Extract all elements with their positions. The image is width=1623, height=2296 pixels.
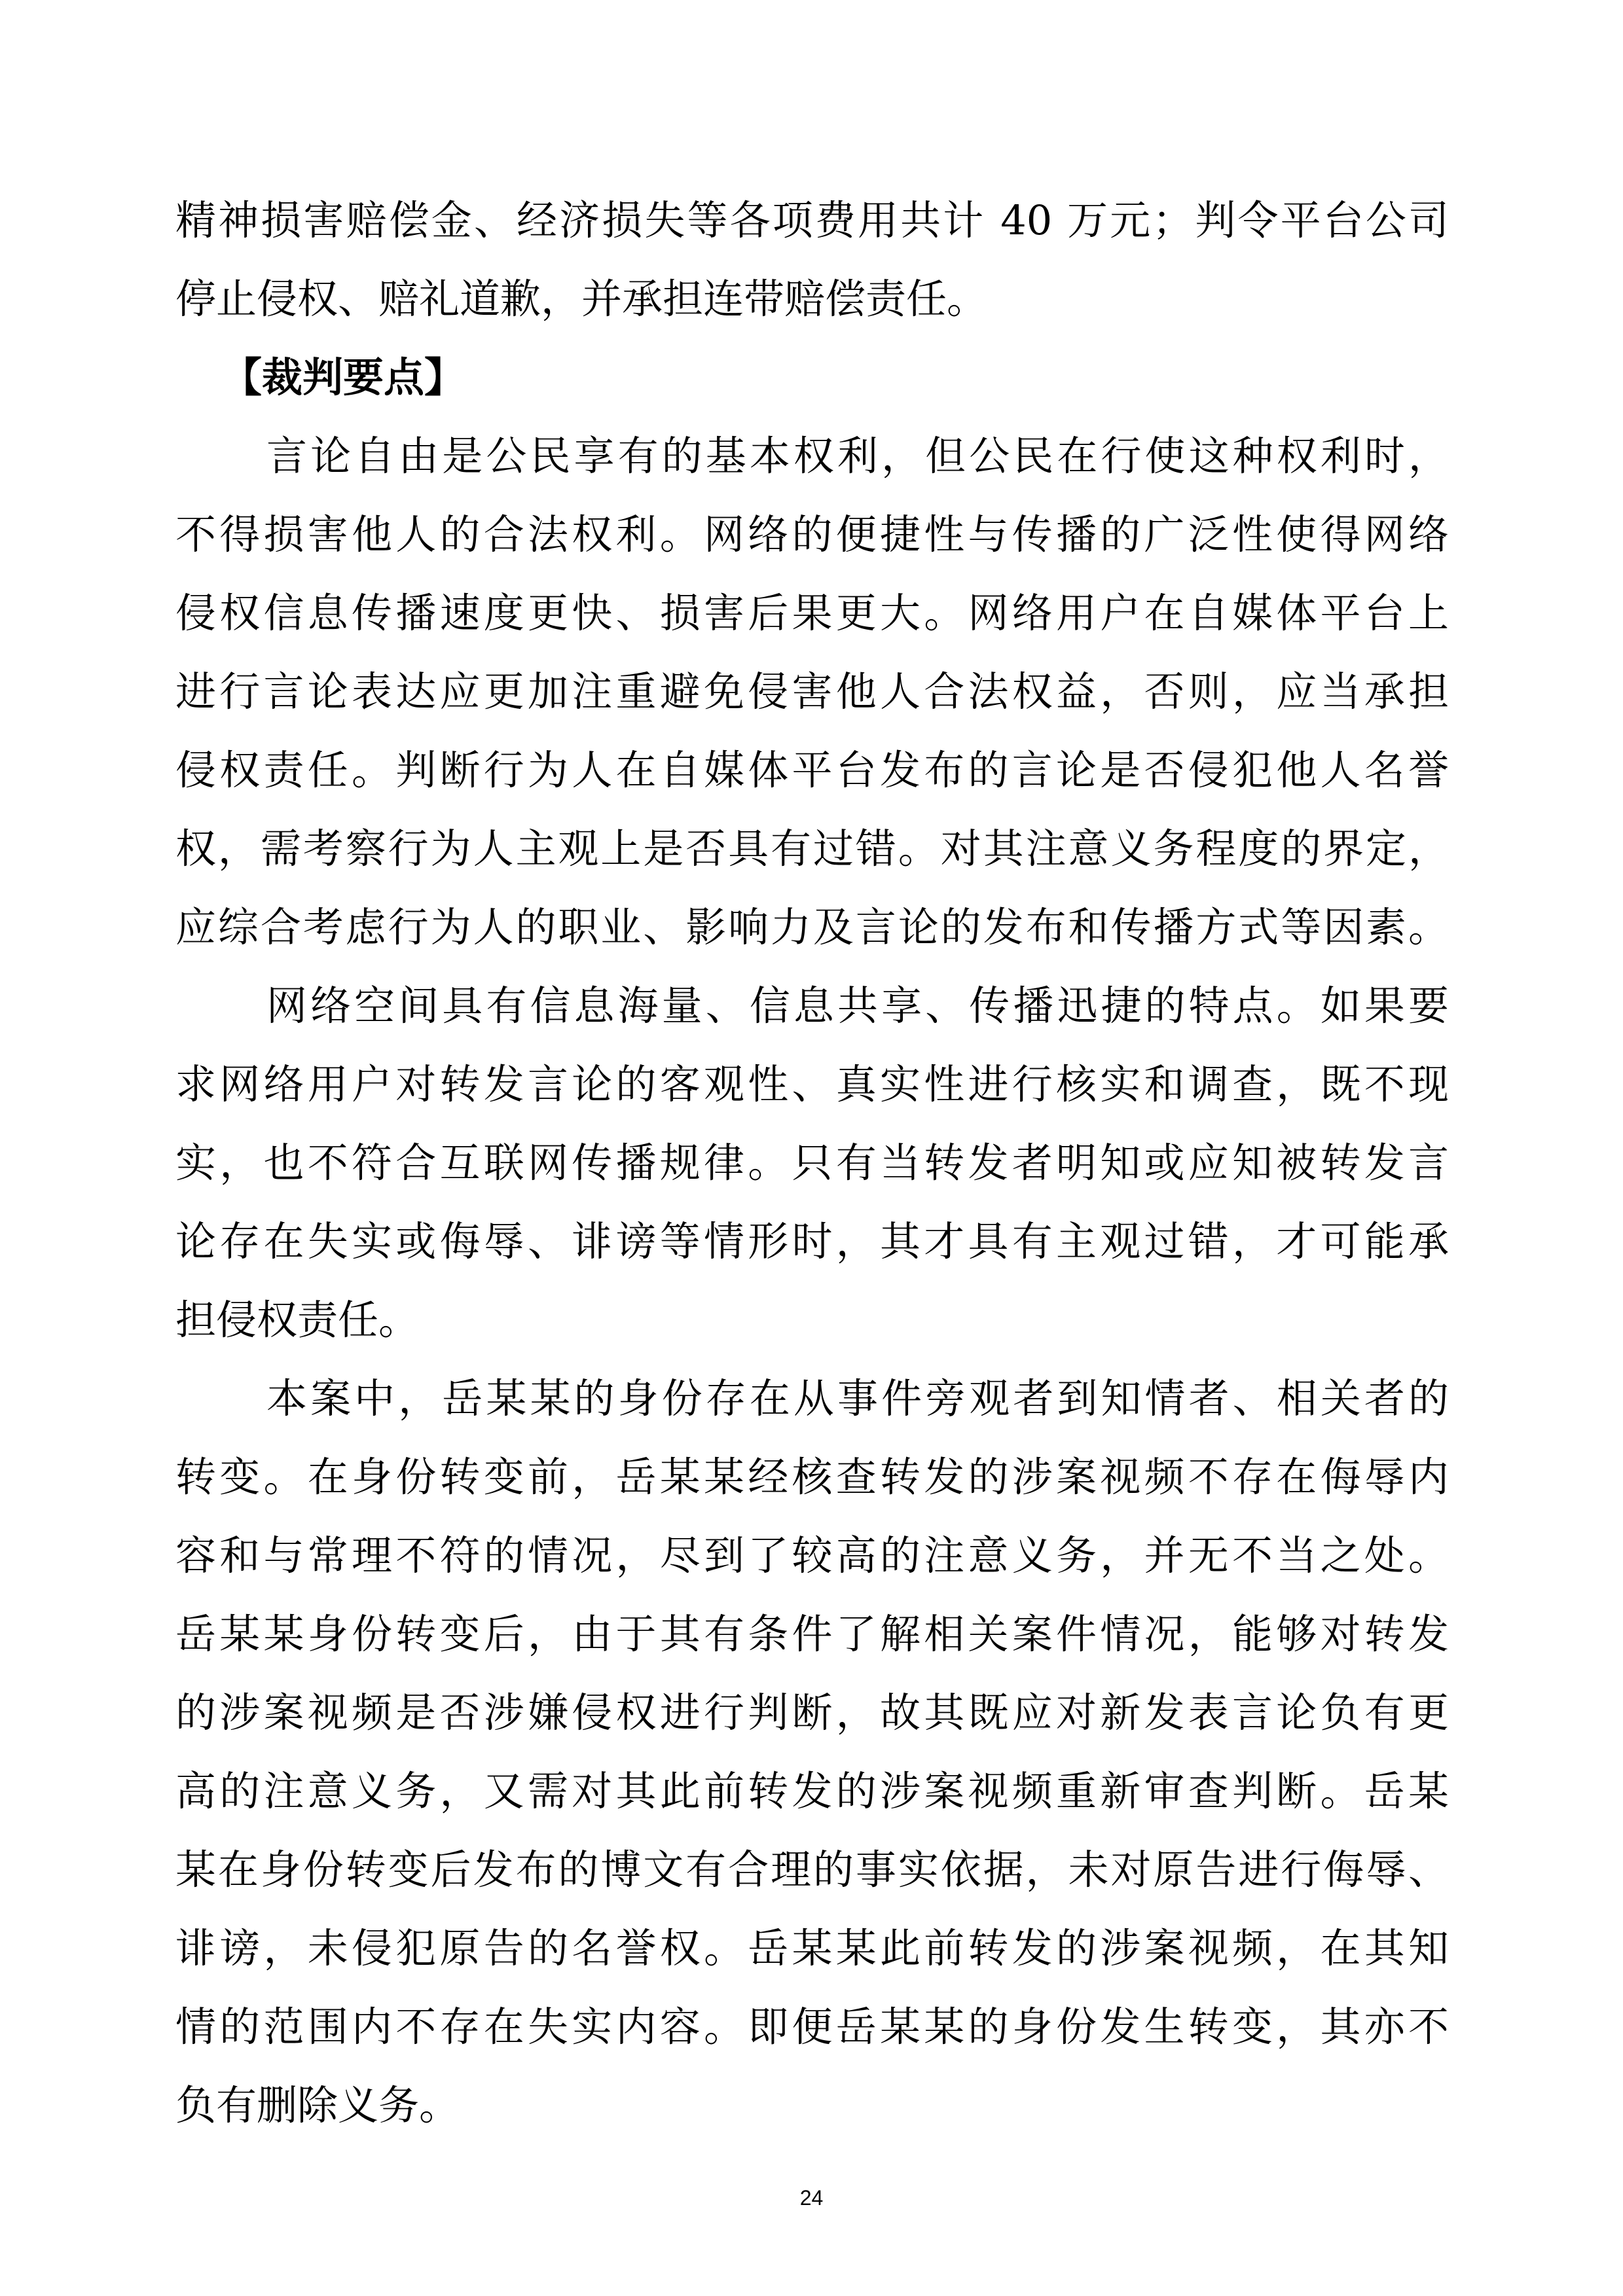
paragraph-cyberspace xyxy=(175,967,1449,1359)
paragraph-line: 侵权责任。判断行为人在自媒体平台发布的言论是否侵犯他人名誉 xyxy=(175,746,1449,794)
paragraph-line: 应综合考虑行为人的职业、影响力及言论的发布和传播方式等因素。 xyxy=(175,903,1449,951)
paragraph-line: 诽谤，未侵犯原告的名誉权。岳某某此前转发的涉案视频，在其知 xyxy=(175,1924,1449,1972)
paragraph-line: 精神损害赔偿金、经济损失等各项费用共计 40 万元；判令平台公司 xyxy=(175,196,1449,244)
paragraph-line: 的涉案视频是否涉嫌侵权进行判断，故其既应对新发表言论负有更 xyxy=(175,1689,1449,1736)
paragraph-free-speech xyxy=(175,417,1449,967)
paragraph-line: 情的范围内不存在失实内容。即便岳某某的身份发生转变，其亦不 xyxy=(175,2003,1449,2051)
paragraph-line: 停止侵权、赔礼道歉，并承担连带赔偿责任。 xyxy=(175,275,988,323)
section-heading: 【裁判要点】 xyxy=(221,353,465,401)
paragraph-line: 容和与常理不符的情况，尽到了较高的注意义务，并无不当之处。 xyxy=(175,1532,1449,1579)
paragraph-line: 进行言论表达应更加注重避免侵害他人合法权益，否则，应当承担 xyxy=(175,668,1449,715)
paragraph-line: 本案中，岳某某的身份存在从事件旁观者到知情者、相关者的 xyxy=(266,1374,1449,1422)
continuation-paragraph xyxy=(175,181,1449,338)
paragraph-line: 权，需考察行为人主观上是否具有过错。对其注意义务程度的界定， xyxy=(175,825,1449,872)
paragraph-case-analysis xyxy=(175,1359,1449,2145)
paragraph-line: 求网络用户对转发言论的客观性、真实性进行核实和调查，既不现 xyxy=(175,1060,1449,1108)
paragraph-line: 论存在失实或侮辱、诽谤等情形时，其才具有主观过错，才可能承 xyxy=(175,1217,1449,1265)
paragraph-line: 侵权信息传播速度更快、损害后果更大。网络用户在自媒体平台上 xyxy=(175,589,1449,637)
paragraph-line: 言论自由是公民享有的基本权利，但公民在行使这种权利时， xyxy=(266,432,1449,480)
document-body xyxy=(175,181,1449,2145)
paragraph-line: 实，也不符合互联网传播规律。只有当转发者明知或应知被转发言 xyxy=(175,1139,1449,1187)
paragraph-line: 转变。在身份转变前，岳某某经核查转发的涉案视频不存在侮辱内 xyxy=(175,1453,1449,1501)
paragraph-line: 不得损害他人的合法权利。网络的便捷性与传播的广泛性使得网络 xyxy=(175,511,1449,558)
paragraph-line: 网络空间具有信息海量、信息共享、传播迅捷的特点。如果要 xyxy=(266,982,1449,1030)
paragraph-line: 担侵权责任。 xyxy=(175,1296,420,1344)
paragraph-line: 某在身份转变后发布的博文有合理的事实依据，未对原告进行侮辱、 xyxy=(175,1846,1449,1893)
paragraph-line: 高的注意义务，又需对其此前转发的涉案视频重新审查判断。岳某 xyxy=(175,1767,1449,1815)
paragraph-line: 负有删除义务。 xyxy=(175,2081,460,2129)
page-number: 24 xyxy=(799,2186,824,2210)
paragraph-line: 岳某某身份转变后，由于其有条件了解相关案件情况，能够对转发 xyxy=(175,1610,1449,1658)
